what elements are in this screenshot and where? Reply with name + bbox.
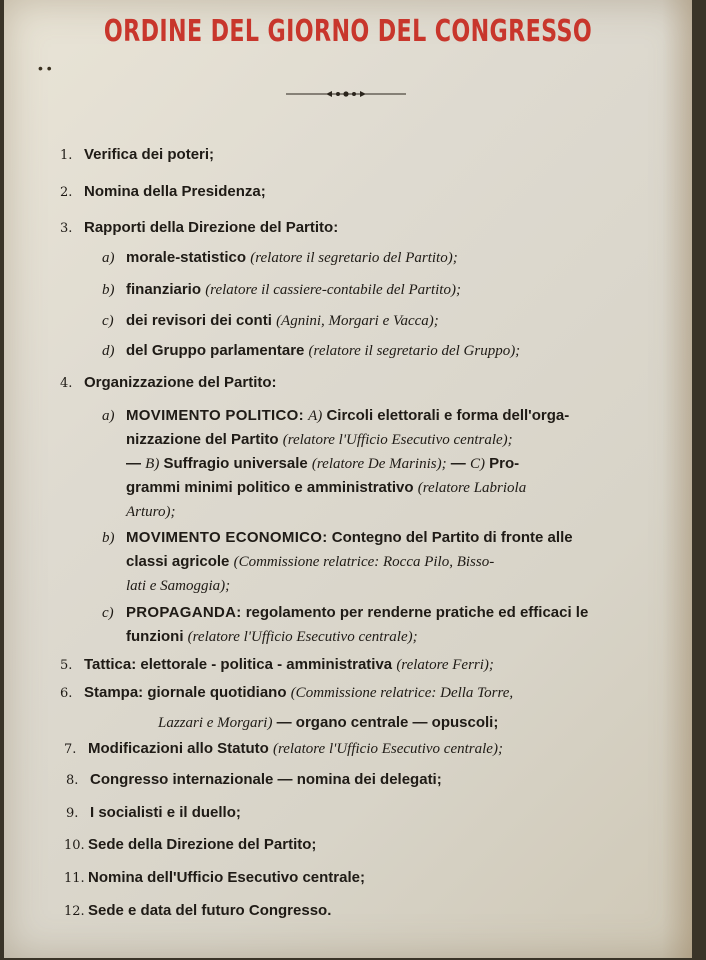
- agenda-item-2: [60, 183, 266, 200]
- item-number: 4.: [60, 376, 73, 391]
- item-number: 8.: [66, 773, 79, 788]
- item-text: I socialisti e il duello;: [90, 804, 241, 821]
- page-edge-shadow: [662, 0, 692, 958]
- agenda-item-3: [60, 219, 338, 236]
- document-page: [4, 0, 692, 958]
- item-3-sub-c: c) dei revisori dei conti (Agnini, Morgari e Vacca);: [102, 312, 439, 329]
- agenda-item-11: [64, 869, 365, 886]
- agenda-item-10: [64, 836, 316, 853]
- margin-dots: • •: [38, 60, 52, 76]
- agenda-item-9: [66, 804, 241, 821]
- item-4-sub-a: a) MOVIMENTO POLITICO: A) Circoli elettorali e forma dell'orga- nizzazione del Partito (relatore l'Ufficio Esecutivo centrale); — B) Suffragio universale (relatore De Marinis); — C) Pro- grammi minimi politico e amministrativo (relatore Labriola Arturo);: [102, 407, 570, 520]
- item-text: Rapporti della Direzione del Partito:: [84, 219, 339, 236]
- agenda-item-7: 7. Modificazioni allo Statuto (relatore l'Ufficio Esecutivo centrale);: [64, 740, 503, 757]
- item-number: 11.: [64, 871, 85, 886]
- item-number: 5.: [60, 658, 73, 673]
- item-text: Tattica: elettorale - politica - amministrativa: [84, 656, 393, 673]
- page-title: ORDINE DEL GIORNO DEL CONGRESSO: [103, 14, 593, 49]
- agenda-item-4: [60, 374, 277, 391]
- item-4-sub-c: c) PROPAGANDA: regolamento per renderne pratiche ed efficaci le funzioni (relatore l'Ufficio Esecutivo centrale);: [102, 604, 589, 645]
- agenda-item-8: [66, 771, 442, 788]
- item-text: Nomina dell'Ufficio Esecutivo centrale;: [88, 869, 365, 886]
- item-4-sub-b: b) MOVIMENTO ECONOMICO: Contegno del Partito di fronte alle classi agricole (Commissione relatrice: Rocca Pilo, Bisso- lati e Samoggia);: [102, 529, 573, 594]
- agenda-item-12: [64, 902, 331, 919]
- item-text: Nomina della Presidenza;: [84, 183, 266, 200]
- item-3-sub-b: b) finanziario (relatore il cassiere-contabile del Partito);: [102, 281, 461, 298]
- item-text: Stampa: giornale quotidiano: [84, 684, 287, 701]
- agenda-item-6-cont: Lazzari e Morgari) — organo centrale — opuscoli;: [158, 714, 499, 731]
- item-text: Sede e data del futuro Congresso.: [88, 902, 332, 919]
- item-number: 2.: [60, 185, 73, 200]
- item-text: Verifica dei poteri;: [84, 146, 215, 163]
- item-number: 1.: [60, 148, 73, 163]
- item-number: 9.: [66, 806, 79, 821]
- item-text: Congresso internazionale — nomina dei delegati;: [90, 771, 442, 788]
- ornament-divider: [286, 88, 406, 100]
- item-text: Sede della Direzione del Partito;: [88, 836, 317, 853]
- item-3-sub-a: a) morale-statistico (relatore il segretario del Partito);: [102, 249, 458, 266]
- item-number: 12.: [64, 904, 85, 919]
- item-number: 7.: [64, 742, 77, 757]
- agenda-item-6: 6. Stampa: giornale quotidiano (Commissione relatrice: Della Torre,: [60, 684, 514, 701]
- item-number: 3.: [60, 221, 73, 236]
- item-3-sub-d: d) del Gruppo parlamentare (relatore il segretario del Gruppo);: [102, 342, 521, 359]
- item-number: 6.: [60, 686, 73, 701]
- item-number: 10.: [64, 838, 85, 853]
- item-text: Modificazioni allo Statuto: [88, 740, 269, 757]
- agenda-item-5: 5. Tattica: elettorale - politica - amministrativa (relatore Ferri);: [60, 656, 494, 673]
- item-text: Organizzazione del Partito:: [84, 374, 277, 391]
- agenda-item-1: [60, 146, 214, 163]
